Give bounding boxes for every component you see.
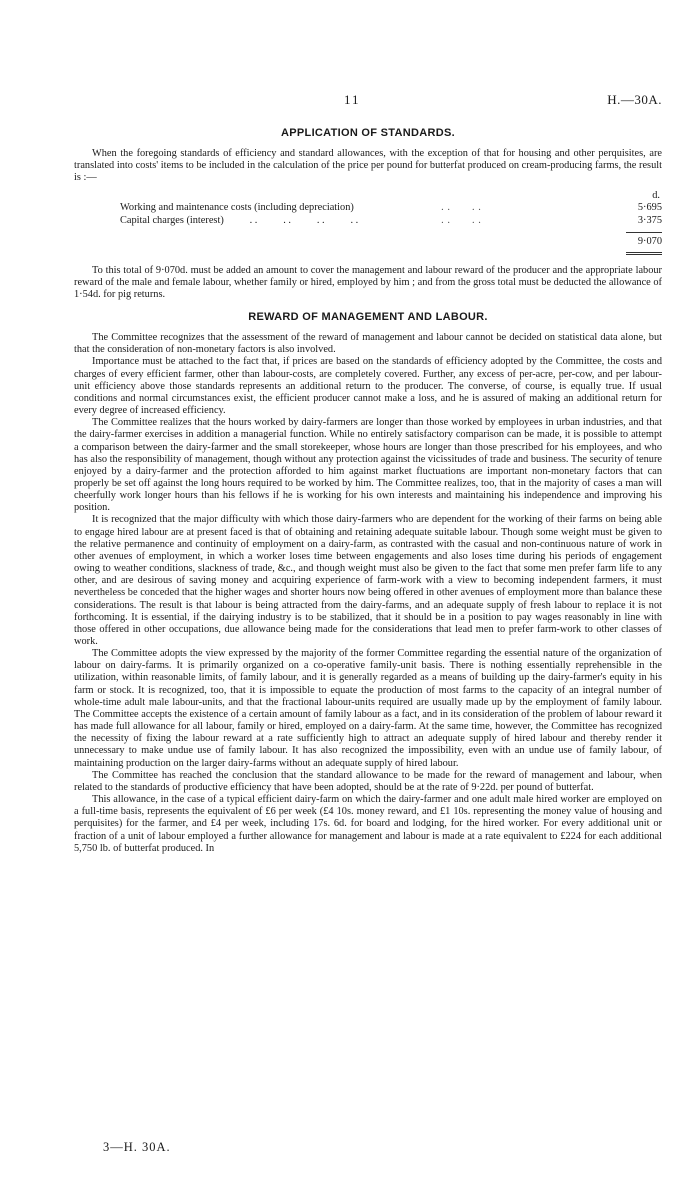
section-title-application-of-standards: APPLICATION OF STANDARDS. xyxy=(281,127,455,139)
cost-row-capital xyxy=(120,215,662,228)
page-body xyxy=(74,126,662,855)
section-title-reward-of-management: REWARD OF MANAGEMENT AND LABOUR. xyxy=(248,311,488,324)
cost-label: Working and maintenance costs (including depreciation) xyxy=(120,202,354,214)
paragraph: The Committee has reached the conclusion that the standard allowance to be made for the reward of management and labour, when related to the standards of productive efficiency that have been adopted, should be at the rate of 9·22d. per pound of butterfat. xyxy=(74,769,662,793)
document-reference: H.—30A. xyxy=(607,92,662,107)
unit-label: d. xyxy=(652,190,660,202)
cost-table xyxy=(120,190,662,254)
total-row xyxy=(120,232,662,254)
leader-dots: . . . . xyxy=(435,202,482,214)
total-value: 9·070 xyxy=(626,232,662,254)
paragraph-after-total: To this total of 9·070d. must be added an amount to cover the management and labour reward of the producer and the appropriate labour reward of the male and female labour, whether family or hired, employed by him ; and from the gross total must be deducted the allowance of 1·54d. for pig returns. xyxy=(74,264,662,300)
paragraph: The Committee adopts the view expressed by the majority of the former Committee regarding the essential nature of the organization of labour on dairy-farms. It is primarily organized on a co-operative family-unit basis. There is nothing essentially reprehensible in the utilization, within reasonable limits, of family labour, and it is generally regarded as a means of building up the dairy-farmer's equity in his farm or stock. It is recognized, too, that it is impossible to equate the production of most farms to the capacity of an integral number of whole-time adult male labour-units, and that the fractional labour-units required are usually made up by the employment of family labour. The Committee accepts the existence of a certain amount of family labour as a fact, and in its consideration of the problem of labour reward it has made full allowance for all labour, family or hired, employed on a dairy-farm. At the same time, however, the Committee has recognized the necessity of fixing the labour reward at a rate sufficiently high to attract an adequate supply of hired labour and thereby render it unnecessary to make undue use of family labour. It has also recognized the impossibility, even with an undue use of family labour, of maintaining production on the larger dairy-farms without an adequate supply of hired labour. xyxy=(74,648,662,769)
page-header xyxy=(74,92,662,110)
cost-label: Capital charges (interest) . . . . . . . . xyxy=(120,215,359,227)
paragraph: The Committee recognizes that the assessment of the reward of management and labour cannot be decided on statistical data alone, but that the consideration of non-monetary factors is also involved. xyxy=(74,332,662,356)
cost-value: 5·695 xyxy=(637,202,662,214)
paragraph: The Committee realizes that the hours worked by dairy-farmers are longer than those worked by employees in urban industries, and that the dairy-farmer exercises in addition a managerial function. While no entirely satisfactory comparison can be made, it is possible to attempt a comparison between the dairy-farmer and the small storekeeper, whose hours are longer than those prescribed for his employees, and who has also the responsibility of management, though without any protection against the vicissitudes of trade and business. The security of tenure enjoyed by a dairy-farmer and the protection afforded to him against market fluctuations are important non-monetary factors that can properly be set off against the long hours required to be worked by him. The Committee realizes, too, that in the majority of cases a man will cheerfully work longer hours than his fellows if he is working for his own interests and maintaining his independence and improving his position. xyxy=(74,417,662,514)
paragraph-intro: When the foregoing standards of efficiency and standard allowances, with the exception of that for housing and other perquisites, are translated into costs' items to be included in the calculation of the price per pound for butterfat produced on cream-producing farms, the result is :— xyxy=(74,148,662,184)
paragraph: It is recognized that the major difficulty with which those dairy-farmers who are dependent for the working of their farms on being able to engage hired labour are at present faced is that of obtaining and retaining adequate suitable labour. Though some weight must be given to the relative permanence and continuity of employment on a dairy-farm, as contrasted with the casual and non-continuous nature of work in other avenues of employment, in which a worker loses time between engagements and also loses time during his periods of engagement owing to weather conditions, slackness of trade, &c., and though weight must also be given to the fact that some men prefer farm life to any other, and are desirous of saving money and acquiring experience of farm-work with a view to becoming independent farmers, it must nevertheless be conceded that the higher wages and shorter hours now being offered in other avenues of employment more than balance these considerations. The result is that labour is being attracted from the dairy-farms, and an adequate supply of fresh labour to replace it is not forthcoming. It is essential, if the dairying industry is to be stabilized, that it should be in a position to pay wages reasonably in line with those offered in other occupations, due allowance being made for the considerations that lead men to prefer farm-work to other classes of work. xyxy=(74,514,662,647)
cost-value: 3·375 xyxy=(637,215,662,227)
cost-row-working xyxy=(120,202,662,215)
footer-signature: 3—H. 30A. xyxy=(103,1140,171,1154)
paragraph: Importance must be attached to the fact that, if prices are based on the standards of efficiency adopted by the Committee, the costs and charges of every efficient farmer, other than labour-costs, are completely covered. Further, any excess of per-acre, per-cow, and per labour-unit efficiency above those standards represents an additional return to the producer. The converse, of course, is equally true. If usual conditions and normal circumstances exist, the efficient producer cannot make a loss, and he is assured of making an additional return for every degree of increased efficiency. xyxy=(74,356,662,417)
page-number: 11 xyxy=(344,92,361,107)
paragraph: This allowance, in the case of a typical efficient dairy-farm on which the dairy-farmer and one adult male hired worker are employed on a full-time basis, represents the equivalent of £6 per week (£4 10s. money reward, and £1 10s. representing the money value of housing and perquisites) for the farmer, and £4 per week, including 17s. 6d. for board and lodging, for the hired worker. For every additional unit or fraction of a unit of labour employed a further allowance for management and labour is made at a rate equivalent to £224 for each additional 5,750 lb. of butterfat produced. In xyxy=(74,794,662,854)
leader-dots: . . . . xyxy=(435,215,482,227)
